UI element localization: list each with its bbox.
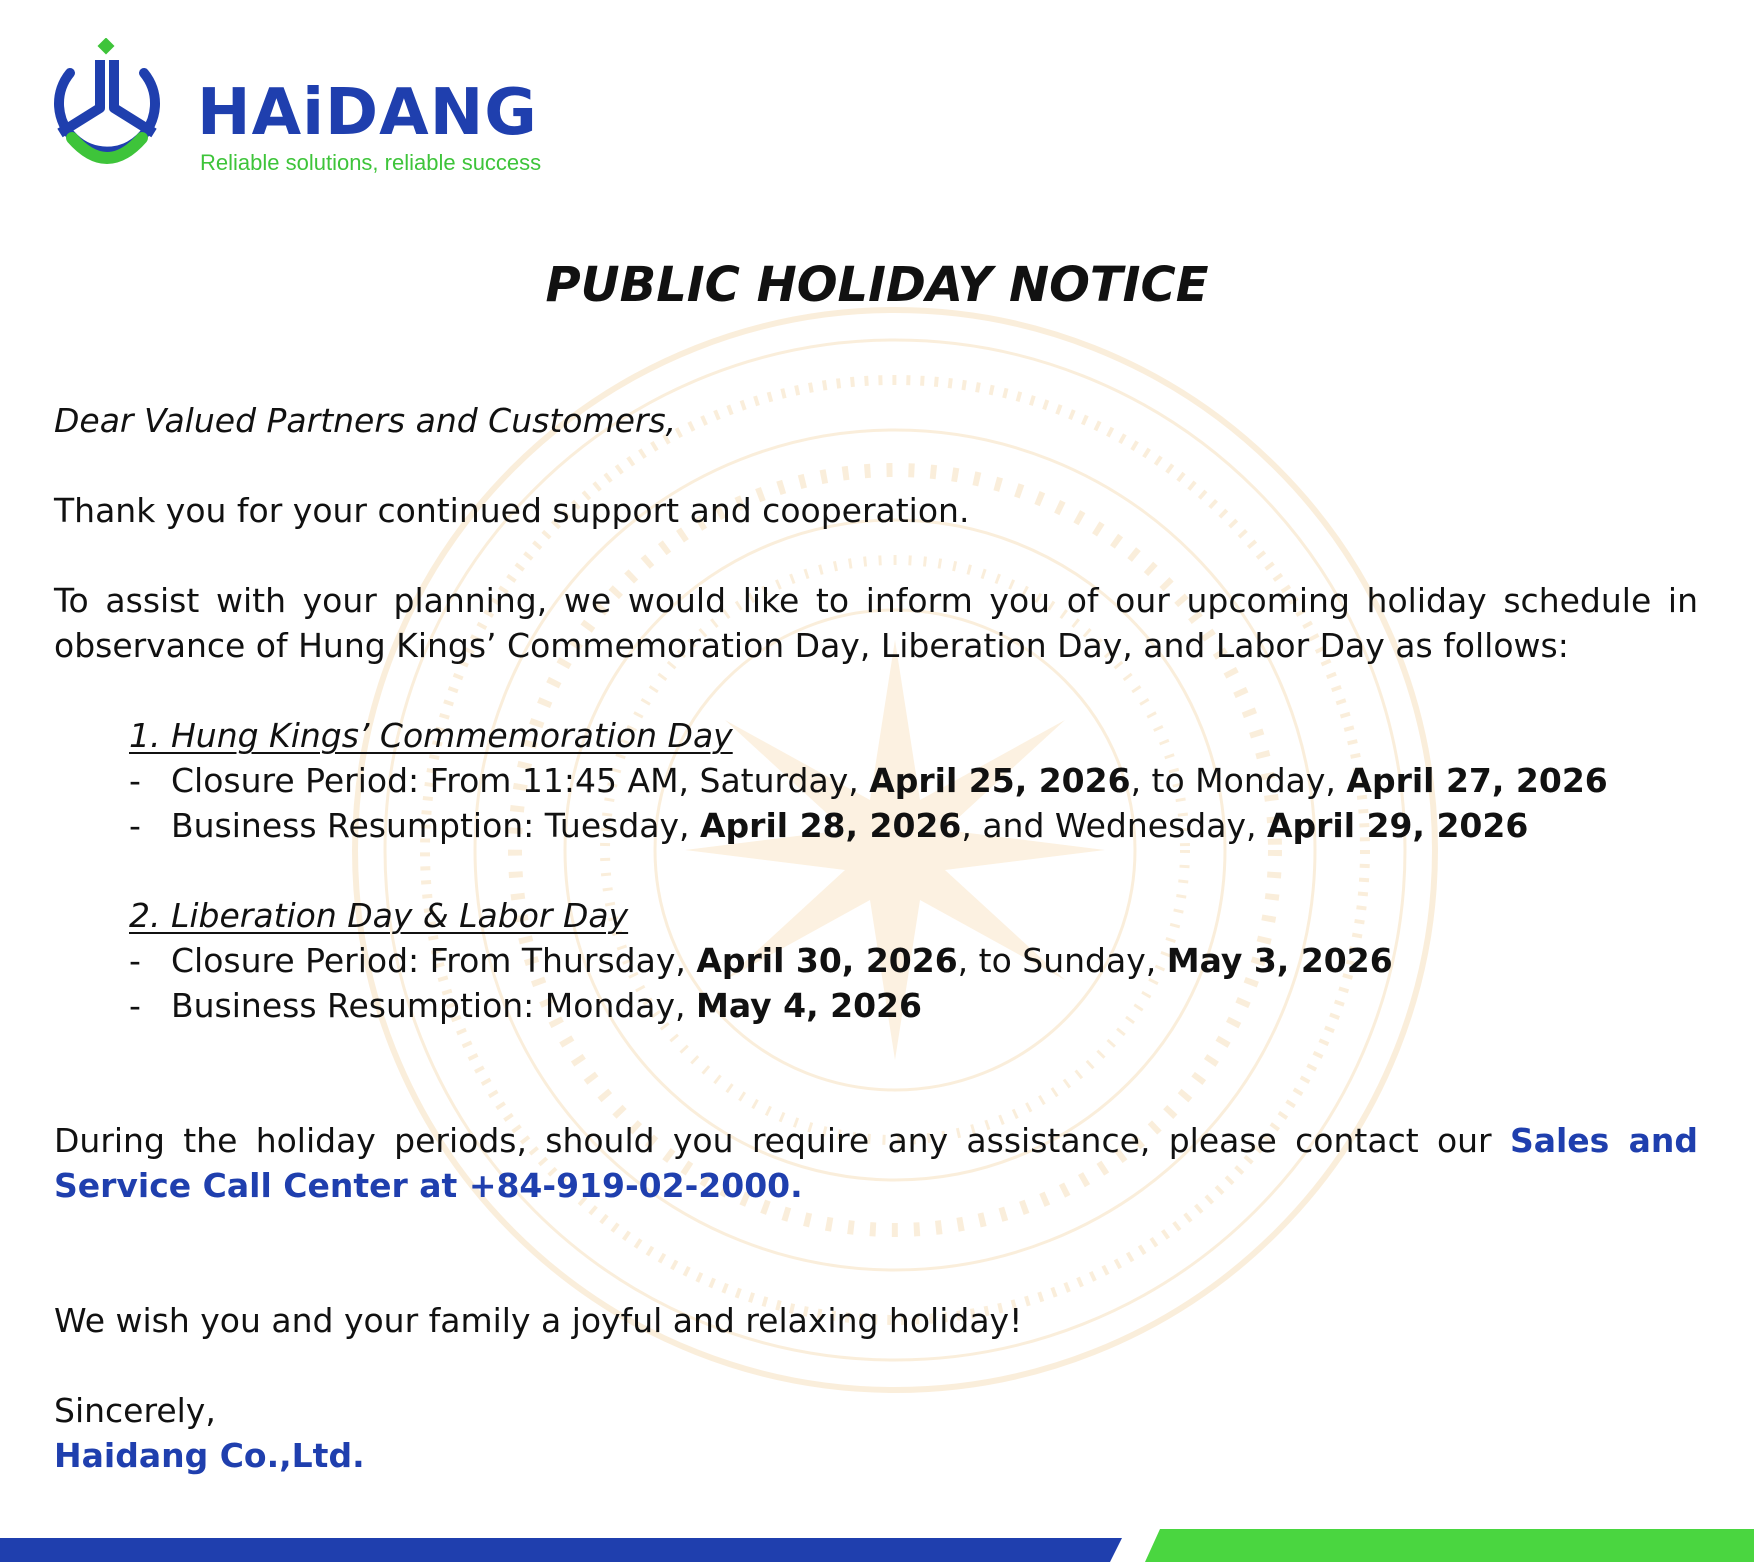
brand-name: HAiDANG bbox=[197, 76, 538, 150]
closure-mid: , to Monday, bbox=[1130, 761, 1347, 800]
closure-lead: Closure Period: From Thursday, bbox=[171, 941, 697, 980]
company-header bbox=[52, 38, 572, 188]
business-resumption-item bbox=[129, 803, 1698, 848]
brand-tagline: Reliable solutions, reliable success bbox=[200, 150, 542, 175]
holiday-wish: We wish you and your family a joyful and relaxing holiday! bbox=[54, 1301, 1023, 1340]
closure-end-date: April 27, 2026 bbox=[1346, 761, 1608, 800]
section-title: 1. Hung Kings’ Commemoration Day bbox=[129, 716, 733, 755]
resume-date-2: April 29, 2026 bbox=[1266, 806, 1529, 845]
haidang-logo-icon bbox=[52, 38, 162, 168]
resume-lead: Business Resumption: Tuesday, bbox=[171, 806, 701, 845]
greeting: Dear Valued Partners and Customers, bbox=[54, 401, 677, 440]
company-signature: Haidang Co.,Ltd. bbox=[54, 1436, 365, 1475]
thanks-line: Thank you for your continued support and cooperation. bbox=[54, 491, 970, 530]
bullet-dash: - bbox=[129, 941, 141, 980]
resume-lead: Business Resumption: Monday, bbox=[171, 986, 697, 1025]
closure-start-date: April 25, 2026 bbox=[869, 761, 1131, 800]
closure-mid: , to Sunday, bbox=[957, 941, 1167, 980]
resume-date-1: April 28, 2026 bbox=[700, 806, 962, 845]
footer-color-bar bbox=[0, 1514, 1754, 1562]
notice-body bbox=[54, 398, 1698, 1478]
bullet-dash: - bbox=[129, 806, 141, 845]
closure-period-item bbox=[129, 938, 1698, 983]
intro-paragraph: To assist with your planning, we would like to inform you of our upcoming holiday schedule in observance of Hung Kings’ Commemoration Day, Liberation Day, and Labor Day as follows: bbox=[54, 581, 1698, 665]
signoff: Sincerely, bbox=[54, 1391, 216, 1430]
resume-mid: , and Wednesday, bbox=[961, 806, 1267, 845]
closure-period-item bbox=[129, 758, 1698, 803]
contact-lead: During the holiday periods, should you require any assistance, please contact our bbox=[54, 1121, 1510, 1160]
holiday-section-liberation-labor bbox=[54, 893, 1698, 1028]
bullet-dash: - bbox=[129, 761, 141, 800]
closure-lead: Closure Period: From 11:45 AM, Saturday, bbox=[171, 761, 870, 800]
holiday-section-hung-kings bbox=[54, 713, 1698, 848]
closure-start-date: April 30, 2026 bbox=[696, 941, 958, 980]
section-title: 2. Liberation Day & Labor Day bbox=[129, 896, 629, 935]
notice-title: PUBLIC HOLIDAY NOTICE bbox=[545, 257, 1209, 313]
contact-paragraph bbox=[54, 1118, 1698, 1208]
bullet-dash: - bbox=[129, 986, 141, 1025]
resume-date-1: May 4, 2026 bbox=[696, 986, 922, 1025]
business-resumption-item bbox=[129, 983, 1698, 1028]
closure-end-date: May 3, 2026 bbox=[1166, 941, 1393, 980]
call-center-contact: Sales and Service Call Center at +84-919-02-2000. bbox=[54, 1121, 1698, 1205]
